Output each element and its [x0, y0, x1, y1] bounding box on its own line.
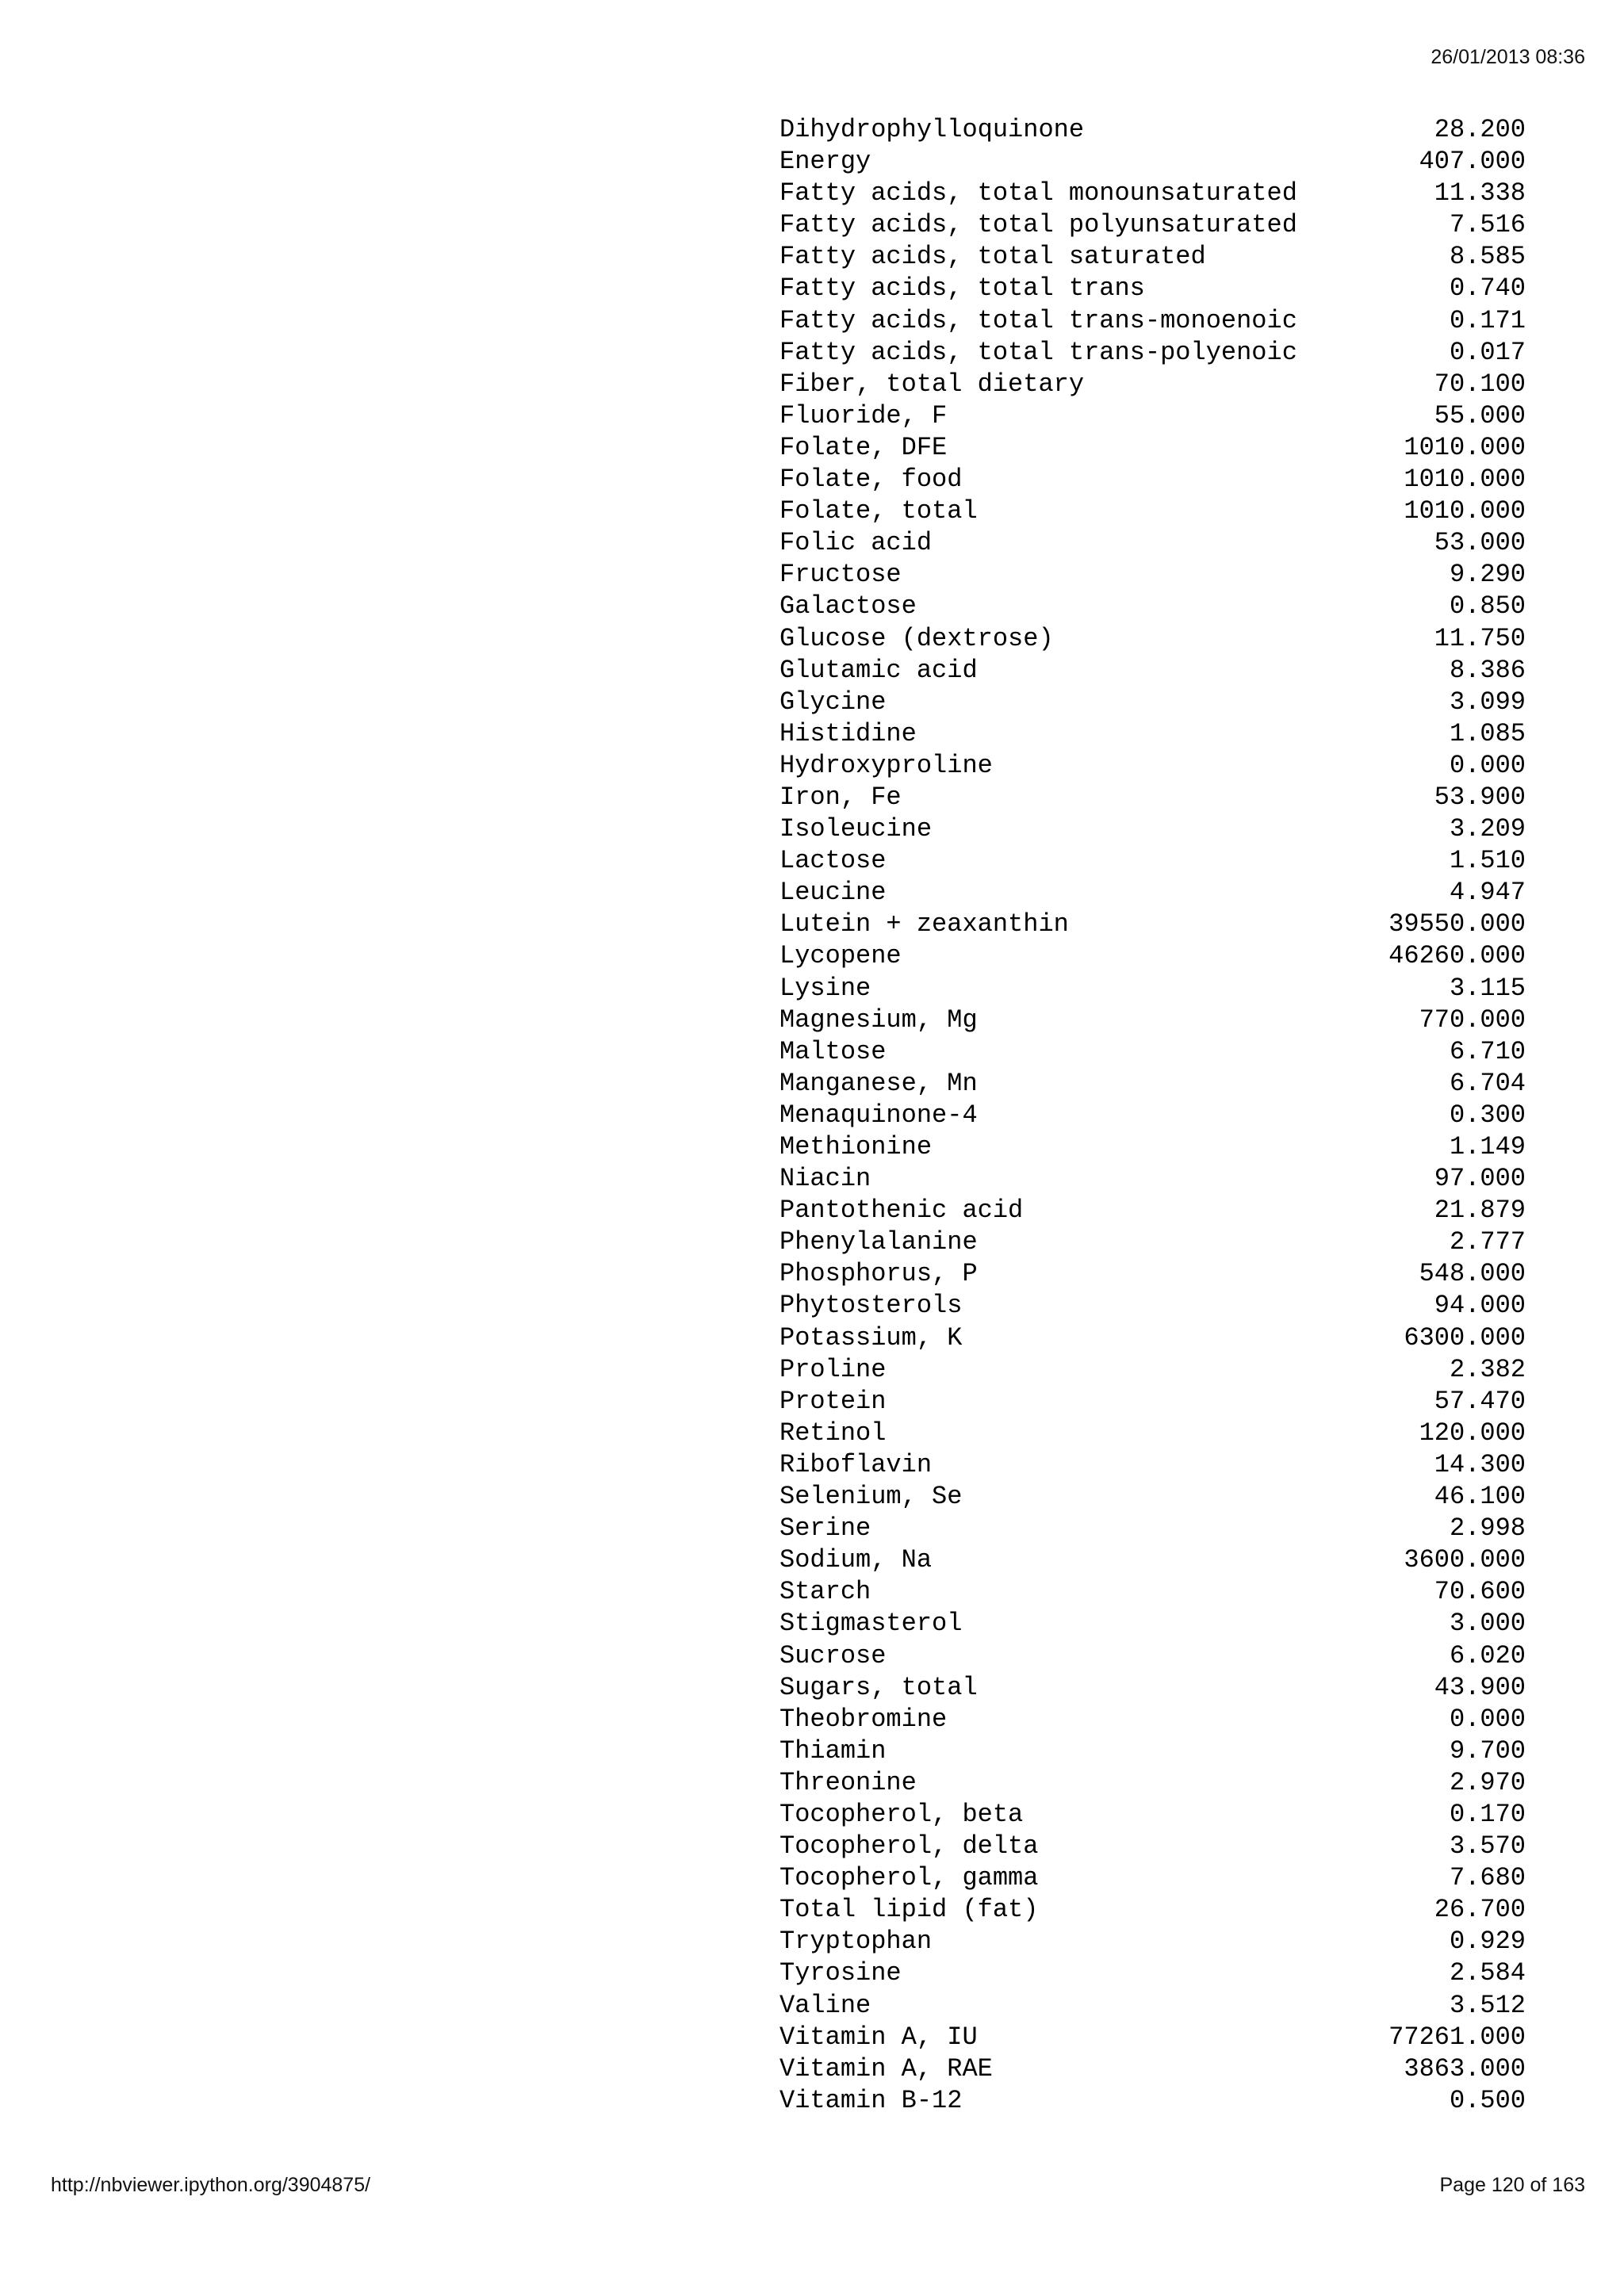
table-row: [779, 687, 1526, 718]
nutrient-name: Tocopherol, beta: [779, 1799, 1024, 1829]
nutrient-value: 120.000: [1419, 1418, 1526, 1448]
table-row: [779, 877, 1526, 909]
table-row: [779, 973, 1526, 1004]
nutrient-name: Total lipid (fat): [779, 1895, 1039, 1925]
table-row: [779, 1036, 1526, 1068]
table-row: [779, 432, 1526, 464]
nutrient-value: 11.750: [1434, 623, 1526, 653]
nutrient-value: 1.149: [1449, 1132, 1526, 1161]
table-row: [779, 2053, 1526, 2085]
nutrient-name: Methionine: [779, 1132, 933, 1161]
nutrient-name: Tyrosine: [779, 1958, 902, 1988]
table-row: [779, 1163, 1526, 1195]
nutrient-value: 1.510: [1449, 846, 1526, 876]
nutrient-value: 6.020: [1449, 1640, 1526, 1670]
table-row: [779, 1481, 1526, 1513]
nutrient-name: Folic acid: [779, 528, 933, 558]
nutrient-name: Hydroxyproline: [779, 750, 993, 780]
table-row: [779, 1926, 1526, 1957]
nutrient-name: Vitamin A, RAE: [779, 2053, 993, 2084]
table-row: [779, 2022, 1526, 2053]
nutrient-value: 0.171: [1449, 305, 1526, 335]
table-row: [779, 1957, 1526, 1989]
nutrient-value: 8.585: [1449, 242, 1526, 272]
table-row: [779, 1831, 1526, 1862]
table-row: [779, 1100, 1526, 1131]
table-row: [779, 1767, 1526, 1799]
nutrient-value: 57.470: [1434, 1386, 1526, 1416]
nutrient-value: 70.600: [1434, 1577, 1526, 1607]
nutrient-value: 3600.000: [1404, 1545, 1526, 1575]
table-row: [779, 1735, 1526, 1767]
nutrient-name: Potassium, K: [779, 1322, 963, 1353]
nutrient-value: 1.085: [1449, 718, 1526, 748]
nutrient-name: Manganese, Mn: [779, 1068, 978, 1098]
nutrient-value: 21.879: [1434, 1196, 1526, 1226]
nutrient-name: Fatty acids, total trans-monoenoic: [779, 305, 1297, 335]
table-row: [779, 400, 1526, 432]
nutrient-name: Stigmasterol: [779, 1609, 963, 1639]
table-row: [779, 940, 1526, 972]
nutrient-value: 11.338: [1434, 178, 1526, 209]
table-row: [779, 209, 1526, 241]
nutrient-value: 6.704: [1449, 1068, 1526, 1098]
nutrient-name: Sugars, total: [779, 1672, 978, 1702]
nutrient-name: Leucine: [779, 878, 887, 908]
nutrient-value: 77261.000: [1388, 2022, 1526, 2052]
nutrient-name: Galactose: [779, 591, 917, 622]
nutrient-name: Folate, DFE: [779, 432, 948, 462]
nutrient-name: Energy: [779, 147, 871, 177]
nutrient-name: Fatty acids, total polyunsaturated: [779, 210, 1297, 240]
nutrient-value: 39550.000: [1388, 909, 1526, 939]
nutrient-value: 770.000: [1419, 1004, 1526, 1035]
nutrient-value: 0.740: [1449, 274, 1526, 304]
table-row: [779, 1640, 1526, 1672]
nutrient-name: Serine: [779, 1513, 871, 1544]
nutrient-table-body: [779, 114, 1526, 2117]
nutrient-table: [779, 114, 1526, 2117]
table-row: [779, 909, 1526, 940]
nutrient-value: 28.200: [1434, 115, 1526, 144]
nutrient-value: 2.382: [1449, 1354, 1526, 1384]
nutrient-value: 3.209: [1449, 814, 1526, 844]
nutrient-name: Pantothenic acid: [779, 1196, 1024, 1226]
nutrient-name: Iron, Fe: [779, 782, 902, 812]
table-row: [779, 1894, 1526, 1926]
footer-url: http://nbviewer.ipython.org/3904875/: [51, 2174, 371, 2196]
table-row: [779, 178, 1526, 209]
table-row: [779, 1258, 1526, 1290]
table-row: [779, 146, 1526, 178]
nutrient-name: Tocopherol, delta: [779, 1831, 1039, 1862]
table-row: [779, 273, 1526, 304]
nutrient-name: Glycine: [779, 687, 887, 717]
nutrient-name: Starch: [779, 1577, 871, 1607]
nutrient-value: 0.300: [1449, 1100, 1526, 1130]
nutrient-value: 4.947: [1449, 878, 1526, 908]
table-row: [779, 718, 1526, 750]
nutrient-name: Lysine: [779, 973, 871, 1003]
nutrient-name: Retinol: [779, 1418, 887, 1448]
table-row: [779, 1513, 1526, 1544]
table-row: [779, 591, 1526, 622]
nutrient-name: Niacin: [779, 1164, 871, 1194]
table-row: [779, 1068, 1526, 1100]
table-row: [779, 527, 1526, 559]
nutrient-value: 46260.000: [1388, 941, 1526, 971]
table-row: [779, 1290, 1526, 1322]
table-row: [779, 1544, 1526, 1576]
nutrient-name: Dihydrophylloquinone: [779, 115, 1085, 144]
nutrient-name: Glucose (dextrose): [779, 623, 1054, 653]
table-row: [779, 655, 1526, 687]
table-row: [779, 782, 1526, 813]
table-row: [779, 2085, 1526, 2117]
nutrient-name: Glutamic acid: [779, 655, 978, 685]
nutrient-name: Lycopene: [779, 941, 902, 971]
nutrient-value: 3863.000: [1404, 2053, 1526, 2084]
table-row: [779, 1418, 1526, 1449]
nutrient-value: 2.998: [1449, 1513, 1526, 1544]
nutrient-value: 97.000: [1434, 1164, 1526, 1194]
nutrient-value: 0.500: [1449, 2085, 1526, 2115]
table-row: [779, 1004, 1526, 1036]
nutrient-value: 1010.000: [1404, 496, 1526, 526]
nutrient-name: Sucrose: [779, 1640, 887, 1670]
nutrient-value: 9.290: [1449, 560, 1526, 590]
nutrient-value: 2.777: [1449, 1227, 1526, 1257]
nutrient-name: Fructose: [779, 560, 902, 590]
nutrient-name: Phenylalanine: [779, 1227, 978, 1257]
nutrient-value: 0.000: [1449, 750, 1526, 780]
nutrient-value: 0.170: [1449, 1799, 1526, 1829]
table-row: [779, 1862, 1526, 1894]
nutrient-name: Vitamin B-12: [779, 2085, 963, 2115]
nutrient-value: 43.900: [1434, 1672, 1526, 1702]
nutrient-name: Tryptophan: [779, 1927, 933, 1957]
nutrient-value: 6300.000: [1404, 1322, 1526, 1353]
nutrient-value: 3.000: [1449, 1609, 1526, 1639]
table-row: [779, 114, 1526, 146]
table-row: [779, 1576, 1526, 1608]
nutrient-name: Protein: [779, 1386, 887, 1416]
nutrient-value: 1010.000: [1404, 432, 1526, 462]
nutrient-value: 3.099: [1449, 687, 1526, 717]
table-row: [779, 1322, 1526, 1354]
table-row: [779, 845, 1526, 877]
nutrient-name: Riboflavin: [779, 1449, 933, 1479]
table-row: [779, 305, 1526, 337]
nutrient-name: Magnesium, Mg: [779, 1004, 978, 1035]
nutrient-value: 548.000: [1419, 1259, 1526, 1289]
nutrient-value: 1010.000: [1404, 465, 1526, 495]
nutrient-value: 7.680: [1449, 1863, 1526, 1893]
table-row: [779, 464, 1526, 496]
table-row: [779, 1131, 1526, 1163]
table-row: [779, 369, 1526, 400]
nutrient-value: 0.929: [1449, 1927, 1526, 1957]
nutrient-value: 53.000: [1434, 528, 1526, 558]
table-row: [779, 241, 1526, 273]
nutrient-name: Lactose: [779, 846, 887, 876]
table-row: [779, 1195, 1526, 1226]
table-row: [779, 1799, 1526, 1831]
table-row: [779, 750, 1526, 782]
nutrient-value: 407.000: [1419, 147, 1526, 177]
nutrient-name: Theobromine: [779, 1704, 948, 1734]
table-row: [779, 1672, 1526, 1704]
nutrient-name: Fatty acids, total trans: [779, 274, 1145, 304]
table-row: [779, 559, 1526, 591]
nutrient-value: 70.100: [1434, 369, 1526, 399]
table-row: [779, 1990, 1526, 2022]
nutrient-name: Menaquinone-4: [779, 1100, 978, 1130]
nutrient-name: Phytosterols: [779, 1291, 963, 1321]
table-row: [779, 1226, 1526, 1258]
nutrient-name: Fatty acids, total monounsaturated: [779, 178, 1297, 209]
table-row: [779, 1449, 1526, 1481]
nutrient-name: Tocopherol, gamma: [779, 1863, 1039, 1893]
nutrient-value: 9.700: [1449, 1735, 1526, 1766]
nutrient-value: 46.100: [1434, 1482, 1526, 1512]
nutrient-value: 2.970: [1449, 1767, 1526, 1797]
nutrient-value: 0.017: [1449, 337, 1526, 367]
nutrient-value: 53.900: [1434, 782, 1526, 812]
nutrient-name: Fluoride, F: [779, 400, 948, 430]
nutrient-value: 14.300: [1434, 1449, 1526, 1479]
nutrient-name: Histidine: [779, 718, 917, 748]
nutrient-name: Vitamin A, IU: [779, 2022, 978, 2052]
nutrient-value: 94.000: [1434, 1291, 1526, 1321]
nutrient-name: Folate, total: [779, 496, 978, 526]
nutrient-value: 26.700: [1434, 1895, 1526, 1925]
nutrient-value: 6.710: [1449, 1036, 1526, 1066]
table-row: [779, 1386, 1526, 1418]
table-row: [779, 1608, 1526, 1640]
nutrient-name: Selenium, Se: [779, 1482, 963, 1512]
nutrient-name: Folate, food: [779, 465, 963, 495]
nutrient-name: Lutein + zeaxanthin: [779, 909, 1069, 939]
nutrient-name: Threonine: [779, 1767, 917, 1797]
nutrient-value: 0.850: [1449, 591, 1526, 622]
table-row: [779, 623, 1526, 655]
nutrient-name: Proline: [779, 1354, 887, 1384]
nutrient-value: 3.570: [1449, 1831, 1526, 1862]
nutrient-name: Fiber, total dietary: [779, 369, 1085, 399]
print-timestamp: 26/01/2013 08:36: [1431, 46, 1585, 68]
nutrient-name: Fatty acids, total trans-polyenoic: [779, 337, 1297, 367]
page-number: Page 120 of 163: [1439, 2174, 1585, 2196]
nutrient-value: 55.000: [1434, 400, 1526, 430]
nutrient-name: Thiamin: [779, 1735, 887, 1766]
nutrient-name: Valine: [779, 1990, 871, 2020]
nutrient-name: Fatty acids, total saturated: [779, 242, 1206, 272]
nutrient-value: 7.516: [1449, 210, 1526, 240]
nutrient-name: Phosphorus, P: [779, 1259, 978, 1289]
nutrient-value: 0.000: [1449, 1704, 1526, 1734]
nutrient-value: 3.512: [1449, 1990, 1526, 2020]
nutrient-value: 2.584: [1449, 1958, 1526, 1988]
nutrient-value: 3.115: [1449, 973, 1526, 1003]
table-row: [779, 337, 1526, 369]
table-row: [779, 496, 1526, 527]
nutrient-value: 8.386: [1449, 655, 1526, 685]
nutrient-name: Maltose: [779, 1036, 887, 1066]
table-row: [779, 813, 1526, 845]
table-row: [779, 1354, 1526, 1386]
nutrient-name: Isoleucine: [779, 814, 933, 844]
table-row: [779, 1704, 1526, 1735]
nutrient-name: Sodium, Na: [779, 1545, 933, 1575]
